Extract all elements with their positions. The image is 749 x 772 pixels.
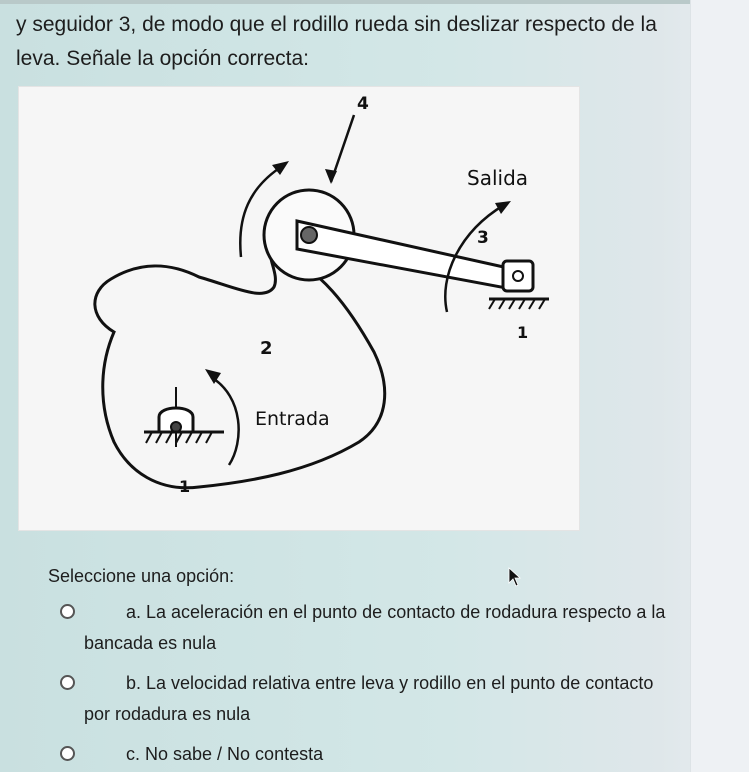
radio-option-a[interactable] (60, 604, 75, 619)
question-text: y seguidor 3, de modo que el rodillo rueda sin deslizar respecto de la leva. Señale la opción correcta: (16, 13, 657, 70)
input-rotation-arrow (211, 377, 239, 465)
label-link4: 4 (357, 94, 369, 114)
mouse-pointer-icon (508, 567, 522, 587)
option-c[interactable] (60, 739, 680, 770)
left-ground-hatch (146, 432, 212, 443)
option-a[interactable] (60, 597, 680, 659)
label-ground-left: 1 (179, 477, 191, 496)
option-b[interactable] (60, 668, 680, 730)
label-link3: 3 (477, 228, 489, 248)
top-edge (0, 0, 749, 4)
output-rotation-arrow (445, 205, 504, 312)
label-ground-right: 1 (517, 323, 529, 342)
label-link2: 2 (260, 338, 273, 359)
output-rotation-arrowhead (495, 201, 511, 214)
roller-pin-top (301, 227, 317, 243)
radio-option-c[interactable] (60, 746, 75, 761)
option-c-label[interactable]: c. No sabe / No contesta (126, 744, 324, 764)
cam-mechanism-figure (18, 86, 580, 531)
right-pivot-pin (513, 271, 523, 281)
link4-arrowhead (325, 169, 337, 184)
right-side-panel (690, 0, 749, 772)
cam-outline (95, 253, 385, 487)
radio-option-b[interactable] (60, 675, 75, 690)
option-a-label[interactable]: a. La aceleración en el punto de contacto de rodadura respecto a la bancada es nula (84, 602, 666, 653)
select-option-prompt: Seleccione una opción: (48, 566, 235, 586)
mechanism-diagram (19, 87, 579, 530)
option-b-label[interactable]: b. La velocidad relativa entre leva y rodillo en el punto de contacto por rodadura es nula (84, 673, 654, 724)
label-input: Entrada (255, 408, 330, 430)
label-output: Salida (467, 166, 529, 190)
